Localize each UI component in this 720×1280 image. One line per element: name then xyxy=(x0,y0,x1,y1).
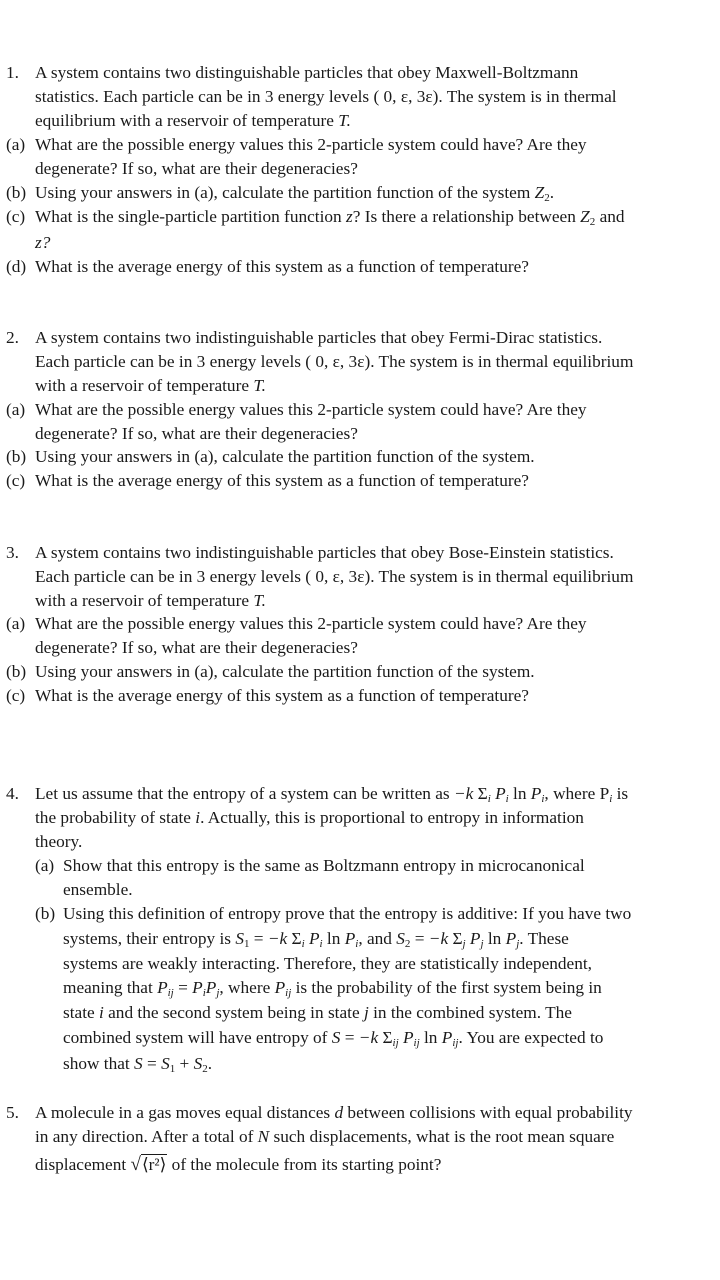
problem-3a-label: (a) xyxy=(6,614,26,633)
problem-4-number: 4. xyxy=(6,784,19,803)
problem-1c-line-2: z? xyxy=(35,233,51,252)
problem-1d-label: (d) xyxy=(6,257,27,276)
problem-2b-label: (b) xyxy=(6,447,27,466)
problem-2c-label: (c) xyxy=(6,471,26,490)
problem-3-line-1: A system contains two indistinguishable particles that obey Bose-Einstein statistics. xyxy=(35,543,614,562)
problem-5-number: 5. xyxy=(6,1103,19,1122)
problem-5-line-3: displacement √⟨r²⟩ of the molecule from its starting point? xyxy=(35,1154,442,1175)
problem-4b-line-2: systems, their entropy is $S_1 = -k$ $\Sigma_i$ $P_i$ $\ln P_i$, and $S_2 = -k$ $\Sigma_j$ $P_j$ $\ln P_j$. These xyxy=(63,929,569,950)
problem-5-line-2: in any direction. After a total of N such displacements, what is the root mean square xyxy=(35,1127,615,1146)
problem-4b-line-6: combined system will have entropy of S = −k $\Sigma_{ij}$ $P_{ij}$ $\ln P_{ij}$. You are expected to xyxy=(63,1028,604,1049)
problem-1-line-1: A system contains two distinguishable particles that obey Maxwell-Boltzmann xyxy=(35,63,579,82)
problem-3a-line-2: degenerate? If so, what are their degeneracies? xyxy=(35,638,358,657)
problem-3c-label: (c) xyxy=(6,686,26,705)
problem-2-line-1: A system contains two indistinguishable particles that obey Fermi-Dirac statistics. xyxy=(35,328,603,347)
problem-2-line-3: with a reservoir of temperature T. xyxy=(35,376,266,395)
problem-2a-label: (a) xyxy=(6,400,26,419)
problem-3c-line-1: What is the average energy of this system as a function of temperature? xyxy=(35,686,529,705)
problem-4b-line-1: Using this definition of entropy prove that the entropy is additive: If you have two xyxy=(63,904,632,923)
problem-3a-line-1: What are the possible energy values this 2-particle system could have? Are they xyxy=(35,614,587,633)
problem-4-line-1: Let us assume that the entropy of a system can be written as −k $\Sigma_i$ $P_i$ $\ln P_i$, where $P_i$ is xyxy=(35,784,629,805)
problem-1b-line-1: Using your answers in (a), calculate the partition function of the system $Z_2$. xyxy=(35,183,555,204)
problem-3-line-2: Each particle can be in 3 energy levels ( 0, ε, 3ε). The system is in thermal equilibrium xyxy=(35,567,634,586)
problem-4b-line-5: state i and the second system being in state j in the combined system. The xyxy=(63,1003,572,1022)
problem-4a-label: (a) xyxy=(35,856,55,875)
problem-2a-line-2: degenerate? If so, what are their degeneracies? xyxy=(35,424,358,443)
problem-4a-line-1: Show that this entropy is the same as Boltzmann entropy in microcanonical xyxy=(63,856,585,875)
problem-3b-label: (b) xyxy=(6,662,27,681)
problem-1-number: 1. xyxy=(6,63,19,82)
problem-1c-line-1: What is the single-particle partition function z? Is there a relationship between $Z_2$ and xyxy=(35,207,625,228)
problem-1-line-2: statistics. Each particle can be in 3 energy levels ( 0, ε, 3ε). The system is in thermal xyxy=(35,87,617,106)
problem-2-number: 2. xyxy=(6,328,19,347)
problem-2-line-2: Each particle can be in 3 energy levels ( 0, ε, 3ε). The system is in thermal equilibrium xyxy=(35,352,634,371)
problem-2b-line-1: Using your answers in (a), calculate the partition function of the system. xyxy=(35,447,535,466)
problem-1d-line-1: What is the average energy of this system as a function of temperature? xyxy=(35,257,529,276)
problem-3b-line-1: Using your answers in (a), calculate the partition function of the system. xyxy=(35,662,535,681)
problem-2c-line-1: What is the average energy of this system as a function of temperature? xyxy=(35,471,529,490)
problem-1-line-3: equilibrium with a reservoir of temperature T. xyxy=(35,111,351,130)
problem-1a-label: (a) xyxy=(6,135,26,154)
problem-4-line-3: theory. xyxy=(35,832,83,851)
problem-4-line-2: the probability of state i. Actually, this is proportional to entropy in information xyxy=(35,808,584,827)
problem-3-number: 3. xyxy=(6,543,19,562)
problem-3-line-3: with a reservoir of temperature T. xyxy=(35,591,266,610)
rms-displacement-expression: √⟨r²⟩ xyxy=(130,1154,167,1175)
problem-4b-label: (b) xyxy=(35,904,56,923)
problem-1c-label: (c) xyxy=(6,207,26,226)
problem-4a-line-2: ensemble. xyxy=(63,880,133,899)
problem-1b-label: (b) xyxy=(6,183,27,202)
problem-1a-line-1: What are the possible energy values this 2-particle system could have? Are they xyxy=(35,135,587,154)
problem-4b-line-4: meaning that $P_{ij} = P_iP_j$, where $P_{ij}$ is the probability of the first system being in xyxy=(63,978,602,999)
problem-4b-line-3: systems are weakly interacting. Therefore, they are statistically independent, xyxy=(63,954,592,973)
problem-4b-line-7: show that $S = S_1 + S_2$. xyxy=(63,1054,213,1075)
problem-5-line-1: A molecule in a gas moves equal distances d between collisions with equal probability xyxy=(35,1103,633,1122)
problem-1a-line-2: degenerate? If so, what are their degeneracies? xyxy=(35,159,358,178)
problem-2a-line-1: What are the possible energy values this 2-particle system could have? Are they xyxy=(35,400,587,419)
